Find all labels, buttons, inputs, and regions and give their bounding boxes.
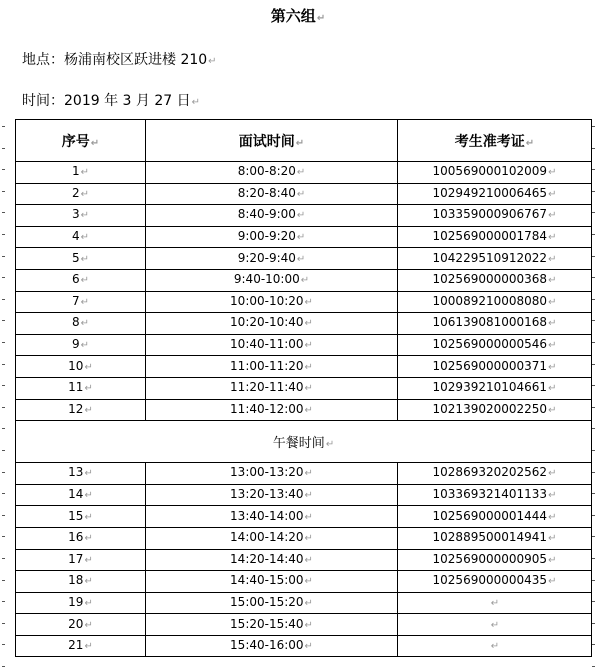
interview-schedule-table — [15, 119, 592, 657]
table-row — [16, 183, 592, 205]
exam-id-cell: 102569000000435↵ — [398, 571, 592, 593]
exam-id-cell: 102569000001784↵ — [398, 226, 592, 248]
left-margin-mark — [2, 428, 5, 429]
time-cell: 13:00-13:20↵ — [146, 463, 398, 485]
right-margin-mark — [592, 277, 595, 278]
header-number: 序号↵ — [16, 120, 146, 162]
left-margin-mark — [2, 320, 5, 321]
number-cell: 11↵ — [16, 377, 146, 399]
number-cell: 9↵ — [16, 334, 146, 356]
right-margin-mark — [592, 320, 595, 321]
right-margin-mark — [592, 234, 595, 235]
time-cell: 8:20-8:40↵ — [146, 183, 398, 205]
left-margin-mark — [2, 299, 5, 300]
left-margin-mark — [2, 212, 5, 213]
table-row — [16, 614, 592, 636]
right-margin-mark — [592, 148, 595, 149]
table-header-row — [16, 120, 592, 162]
table-row — [16, 291, 592, 313]
left-margin-mark — [2, 191, 5, 192]
number-cell: 5↵ — [16, 248, 146, 270]
time-cell: 11:00-11:20↵ — [146, 356, 398, 378]
left-margin-mark — [2, 407, 5, 408]
table-row — [16, 463, 592, 485]
number-cell: 18↵ — [16, 571, 146, 593]
time-cell: 10:40-11:00↵ — [146, 334, 398, 356]
right-margin-mark — [592, 342, 595, 343]
exam-id-cell: 106139081000168↵ — [398, 313, 592, 335]
exam-id-cell: 102869320202562↵ — [398, 463, 592, 485]
table-row — [16, 226, 592, 248]
left-margin-mark — [2, 342, 5, 343]
left-margin-mark — [2, 580, 5, 581]
time-cell: 11:40-12:00↵ — [146, 399, 398, 421]
number-cell: 10↵ — [16, 356, 146, 378]
left-margin-mark — [2, 234, 5, 235]
time-cell: 15:20-15:40↵ — [146, 614, 398, 636]
table-row — [16, 313, 592, 335]
number-cell: 6↵ — [16, 269, 146, 291]
table-row — [16, 399, 592, 421]
date-text: 时间：2019 年 3 月 27 日↵ — [22, 93, 200, 109]
time-cell: 9:20-9:40↵ — [146, 248, 398, 270]
exam-id-cell: 104229510912022↵ — [398, 248, 592, 270]
time-cell: 9:40-10:00↵ — [146, 269, 398, 291]
exam-id-cell: 103369321401133↵ — [398, 484, 592, 506]
table-row — [16, 205, 592, 227]
right-margin-mark — [592, 450, 595, 451]
right-margin-mark — [592, 364, 595, 365]
time-cell: 14:00-14:20↵ — [146, 527, 398, 549]
left-margin-mark — [2, 601, 5, 602]
time-cell: 10:20-10:40↵ — [146, 313, 398, 335]
time-cell: 8:00-8:20↵ — [146, 162, 398, 184]
table-row — [16, 592, 592, 614]
left-margin-mark — [2, 148, 5, 149]
exam-id-cell: 102569000000368↵ — [398, 269, 592, 291]
number-cell: 12↵ — [16, 399, 146, 421]
table-row — [16, 635, 592, 657]
left-margin-mark — [2, 623, 5, 624]
table-row — [16, 377, 592, 399]
number-cell: 4↵ — [16, 226, 146, 248]
number-cell: 21↵ — [16, 635, 146, 657]
right-margin-mark — [592, 515, 595, 516]
right-margin-mark — [592, 385, 595, 386]
number-cell: 1↵ — [16, 162, 146, 184]
time-cell: 15:00-15:20↵ — [146, 592, 398, 614]
exam-id-cell: 102939210104661↵ — [398, 377, 592, 399]
time-cell: 13:40-14:00↵ — [146, 506, 398, 528]
left-margin-mark — [2, 536, 5, 537]
right-margin-mark — [592, 212, 595, 213]
table-row — [16, 248, 592, 270]
table-row — [16, 334, 592, 356]
right-margin-mark — [592, 407, 595, 408]
time-cell: 11:20-11:40↵ — [146, 377, 398, 399]
header-interview-time: 面试时间↵ — [146, 120, 398, 162]
table-row — [16, 356, 592, 378]
right-margin-mark — [592, 169, 595, 170]
number-cell: 13↵ — [16, 463, 146, 485]
time-cell: 9:00-9:20↵ — [146, 226, 398, 248]
number-cell: 2↵ — [16, 183, 146, 205]
exam-id-cell: 102569000000371↵ — [398, 356, 592, 378]
right-margin-mark — [592, 580, 595, 581]
right-margin-mark — [592, 493, 595, 494]
exam-id-cell: ↵ — [398, 614, 592, 636]
number-cell: 19↵ — [16, 592, 146, 614]
lunch-row — [16, 421, 592, 463]
left-margin-mark — [2, 169, 5, 170]
left-margin-mark — [2, 472, 5, 473]
right-margin-mark — [592, 428, 595, 429]
exam-id-cell: ↵ — [398, 635, 592, 657]
time-cell: 14:20-14:40↵ — [146, 549, 398, 571]
document-title: 第六组↵ — [270, 7, 326, 25]
left-margin-mark — [2, 493, 5, 494]
exam-id-cell: 102569000000546↵ — [398, 334, 592, 356]
exam-id-cell: 102139020002250↵ — [398, 399, 592, 421]
right-margin-mark — [592, 644, 595, 645]
table-row — [16, 162, 592, 184]
lunch-break-cell: 午餐时间↵ — [16, 421, 592, 463]
location-text: 地点：杨浦南校区跃进楼 210↵ — [22, 52, 217, 68]
right-margin-mark — [592, 299, 595, 300]
exam-id-cell: 102569000000905↵ — [398, 549, 592, 571]
left-margin-mark — [2, 364, 5, 365]
time-cell: 15:40-16:00↵ — [146, 635, 398, 657]
table-row — [16, 269, 592, 291]
left-margin-mark — [2, 126, 5, 127]
number-cell: 3↵ — [16, 205, 146, 227]
number-cell: 17↵ — [16, 549, 146, 571]
table-row — [16, 571, 592, 593]
left-margin-mark — [2, 450, 5, 451]
exam-id-cell: 102889500014941↵ — [398, 527, 592, 549]
right-margin-mark — [592, 472, 595, 473]
number-cell: 20↵ — [16, 614, 146, 636]
table-row — [16, 549, 592, 571]
right-margin-mark — [592, 126, 595, 127]
left-margin-mark — [2, 644, 5, 645]
exam-id-cell: 100569000102009↵ — [398, 162, 592, 184]
time-cell: 8:40-9:00↵ — [146, 205, 398, 227]
table-row — [16, 527, 592, 549]
table-row — [16, 484, 592, 506]
left-margin-mark — [2, 256, 5, 257]
right-margin-mark — [592, 623, 595, 624]
number-cell: 8↵ — [16, 313, 146, 335]
exam-id-cell: 100089210008080↵ — [398, 291, 592, 313]
number-cell: 7↵ — [16, 291, 146, 313]
number-cell: 16↵ — [16, 527, 146, 549]
time-cell: 13:20-13:40↵ — [146, 484, 398, 506]
left-margin-mark — [2, 277, 5, 278]
number-cell: 14↵ — [16, 484, 146, 506]
left-margin-mark — [2, 515, 5, 516]
right-margin-mark — [592, 558, 595, 559]
right-margin-mark — [592, 536, 595, 537]
time-cell: 10:00-10:20↵ — [146, 291, 398, 313]
exam-id-cell: 102949210006465↵ — [398, 183, 592, 205]
right-margin-mark — [592, 601, 595, 602]
right-margin-mark — [592, 191, 595, 192]
exam-id-cell: ↵ — [398, 592, 592, 614]
number-cell: 15↵ — [16, 506, 146, 528]
right-margin-mark — [592, 256, 595, 257]
exam-id-cell: 103359000906767↵ — [398, 205, 592, 227]
left-margin-mark — [2, 558, 5, 559]
left-margin-mark — [2, 385, 5, 386]
exam-id-cell: 102569000001444↵ — [398, 506, 592, 528]
table-row — [16, 506, 592, 528]
time-cell: 14:40-15:00↵ — [146, 571, 398, 593]
header-exam-id: 考生准考证↵ — [398, 120, 592, 162]
